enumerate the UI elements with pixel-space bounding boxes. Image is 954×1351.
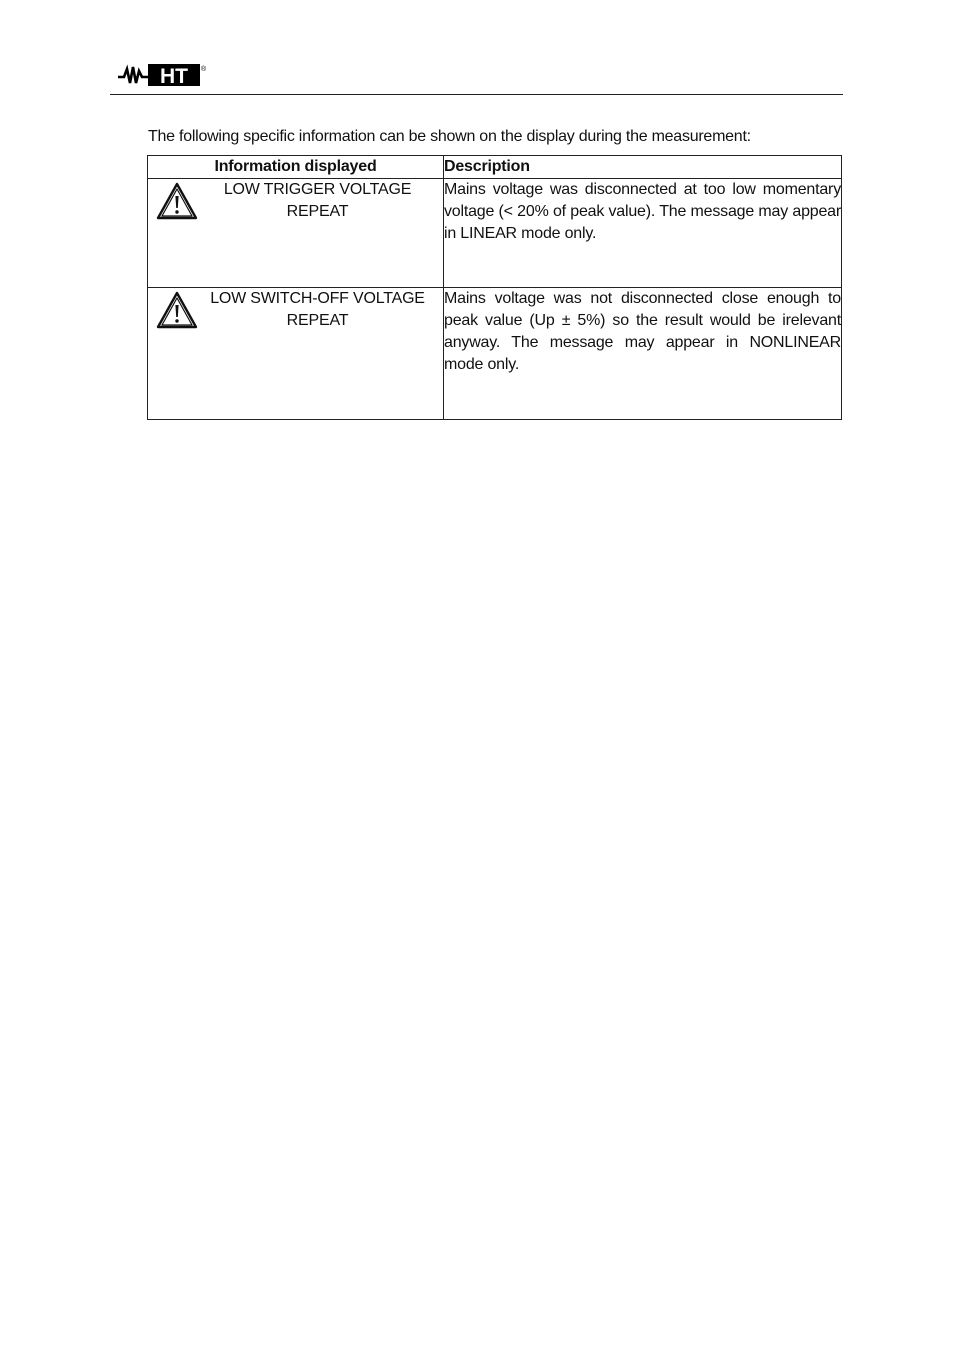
information-cell	[148, 179, 444, 288]
svg-text:HT: HT	[160, 65, 188, 88]
header-description: Description	[444, 156, 842, 179]
message-line: LOW TRIGGER VOLTAGE	[223, 181, 412, 198]
table-row	[148, 179, 842, 288]
information-cell	[148, 288, 444, 420]
message-line: LOW SWITCH-OFF VOLTAGE	[210, 290, 425, 307]
information-table	[147, 155, 842, 420]
display-message	[198, 179, 437, 223]
page-header	[110, 54, 843, 95]
warning-triangle-icon	[156, 290, 198, 330]
svg-text:®: ®	[201, 66, 207, 73]
table-row	[148, 288, 842, 420]
description-cell: Mains voltage was disconnected at too low momentary voltage (< 20% of peak value). The message may appear in LINEAR mode only.	[444, 179, 842, 288]
message-line: REPEAT	[286, 203, 349, 220]
intro-text: The following specific information can be shown on the display during the measurement:	[148, 128, 751, 145]
header-information-displayed: Information displayed	[148, 156, 444, 179]
table-header-row	[148, 156, 842, 179]
description-cell: Mains voltage was not disconnected close enough to peak value (Up ± 5%) so the result would be irelevant anyway. The message may appear in NONLINEAR mode only.	[444, 288, 842, 420]
warning-triangle-icon	[156, 181, 198, 221]
display-message	[198, 288, 437, 332]
ht-logo	[118, 62, 208, 88]
message-line: REPEAT	[286, 312, 349, 329]
